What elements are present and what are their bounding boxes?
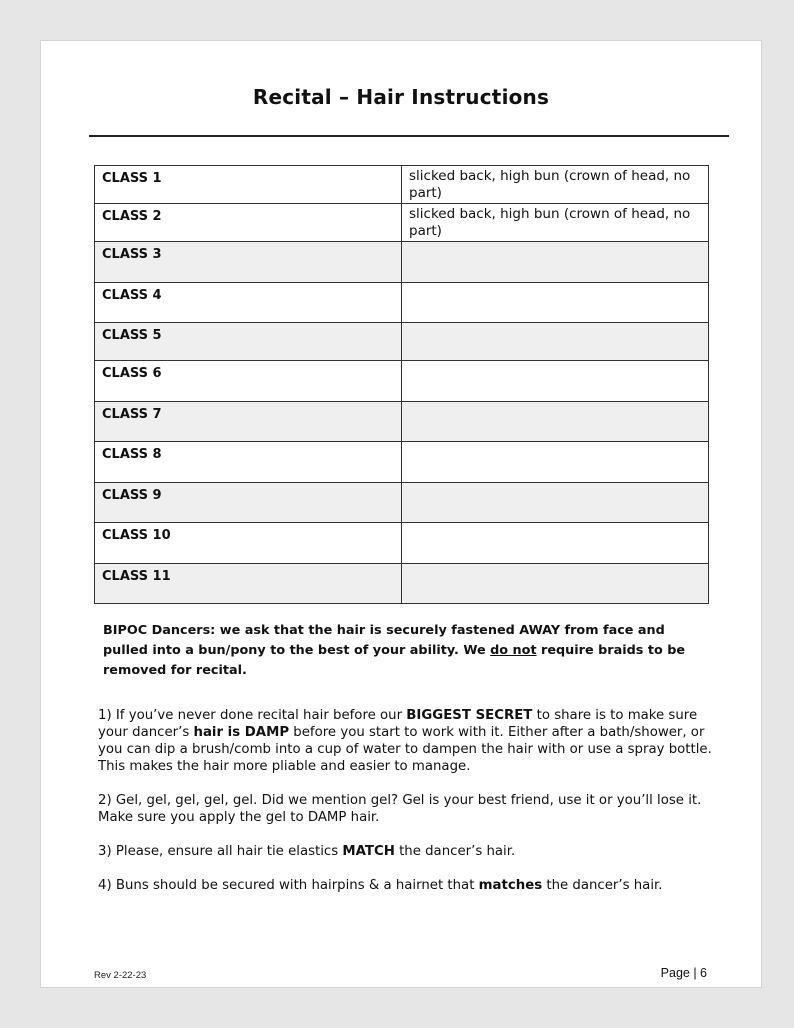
table-row	[95, 361, 709, 402]
bipoc-notice	[103, 621, 713, 681]
table-row	[95, 166, 709, 204]
notice-emphasis: do not	[490, 643, 537, 658]
class-name-cell: CLASS 1	[95, 166, 402, 204]
instruction-cell: slicked back, high bun (crown of head, no part)	[402, 204, 709, 242]
instruction-cell: slicked back, high bun (crown of head, no part)	[402, 166, 709, 204]
class-name-cell: CLASS 11	[95, 564, 402, 604]
instruction-item-4: 4) Buns should be secured with hairpins & a hairnet that matches the dancer’s hair.	[98, 878, 663, 893]
class-name-cell: CLASS 9	[95, 483, 402, 523]
instruction-cell	[402, 283, 709, 323]
table-row	[95, 523, 709, 564]
instruction-cell	[402, 564, 709, 604]
table-row	[95, 323, 709, 361]
table-row	[95, 483, 709, 523]
instruction-cell	[402, 402, 709, 442]
page-title: Recital – Hair Instructions	[252, 85, 550, 109]
class-name-cell: CLASS 5	[95, 323, 402, 361]
table-row	[95, 402, 709, 442]
class-name-cell: CLASS 6	[95, 361, 402, 402]
instruction-item-3: 3) Please, ensure all hair tie elastics MATCH the dancer’s hair.	[98, 844, 516, 859]
class-name-cell: CLASS 10	[95, 523, 402, 564]
table-row	[95, 204, 709, 242]
instruction-cell	[402, 242, 709, 283]
instruction-item-1: 1) If you’ve never done recital hair before our BIGGEST SECRET to share is to make sure your dancer’s hair is DAMP before you start to work with it. Either after a bath/shower, or you can dip a brush/comb into a cup of water to dampen the hair with or use a spray bottle. This makes the hair more pliable and easier to manage.	[98, 708, 712, 774]
instruction-list	[98, 707, 728, 911]
table-row	[95, 242, 709, 283]
instruction-cell	[402, 323, 709, 361]
page-number: Page | 6	[660, 966, 707, 980]
table-row	[95, 283, 709, 323]
table-row	[95, 442, 709, 483]
class-name-cell: CLASS 2	[95, 204, 402, 242]
title-divider	[89, 135, 729, 137]
class-name-cell: CLASS 7	[95, 402, 402, 442]
revision-label: Rev 2-22-23	[94, 970, 147, 981]
class-name-cell: CLASS 8	[95, 442, 402, 483]
instruction-item-2: 2) Gel, gel, gel, gel, gel. Did we mention gel? Gel is your best friend, use it or you’ll lose it. Make sure you apply the gel to DAMP hair.	[98, 793, 702, 825]
instruction-cell	[402, 361, 709, 402]
instruction-cell	[402, 523, 709, 564]
instruction-cell	[402, 442, 709, 483]
document-page	[40, 40, 762, 988]
class-name-cell: CLASS 3	[95, 242, 402, 283]
notice-text-end: require braids to be removed for recital.	[103, 643, 686, 678]
hair-instructions-table	[94, 165, 709, 604]
table-row	[95, 564, 709, 604]
class-name-cell: CLASS 4	[95, 283, 402, 323]
notice-text: BIPOC Dancers: we ask that the hair is securely fastened AWAY from face and pulled into a bun/pony to the best of your ability. We	[103, 623, 665, 658]
instruction-cell	[402, 483, 709, 523]
